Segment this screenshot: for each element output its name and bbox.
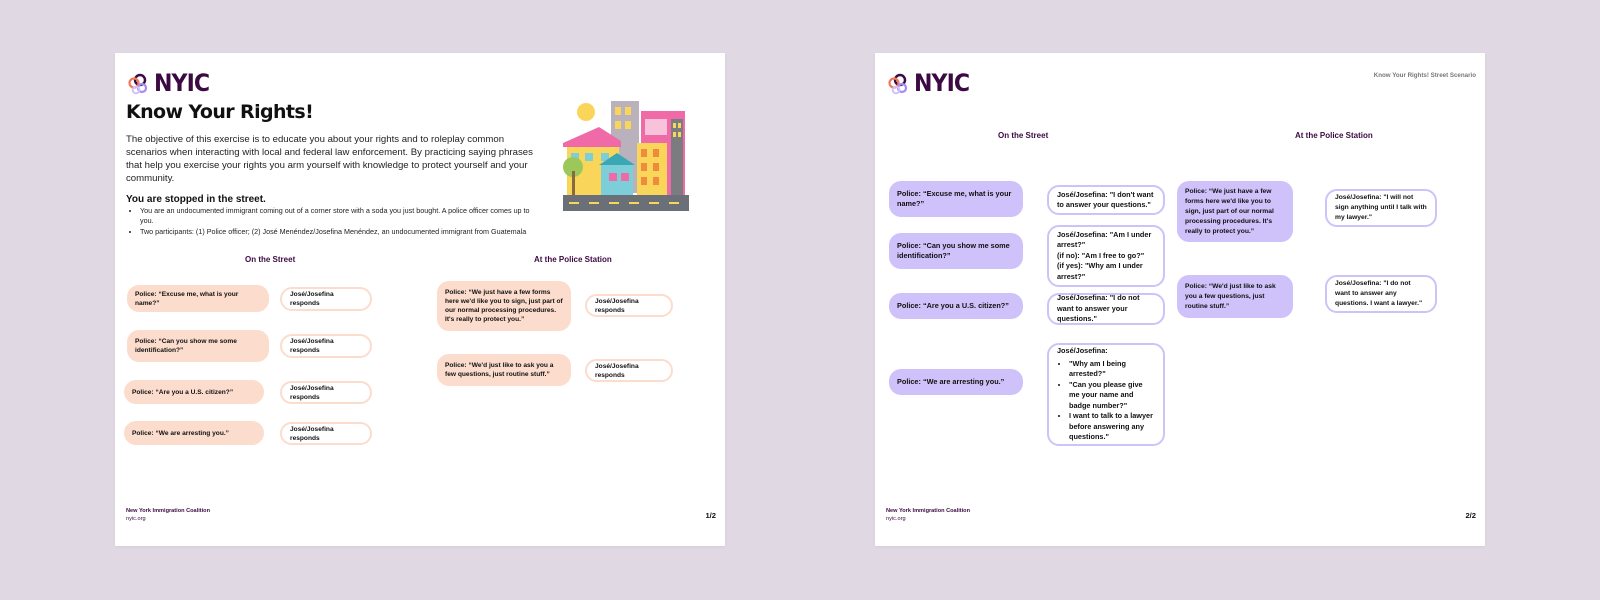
response-box: José/Josefina responds: [585, 359, 673, 382]
document-page-1: [115, 53, 725, 546]
response-line: José/Josefina: "Am I under arrest?": [1057, 229, 1152, 250]
list-item: • "Can you please give me your name and badge number?": [1069, 380, 1155, 412]
header-title: Know Your Rights! Street Scenario: [1373, 72, 1476, 79]
response-box: José/Josefina responds: [280, 381, 372, 404]
street-heading: On the Street: [998, 131, 1049, 140]
footer-org: New York Immigration Coalition: [886, 508, 971, 514]
footer-org: New York Immigration Coalition: [126, 508, 211, 514]
police-line: Police: “We are arresting you.”: [889, 369, 1023, 395]
nyic-logo-icon: [126, 71, 152, 97]
page-number: 1/2: [705, 511, 716, 520]
response-box: José/Josefina responds: [280, 334, 372, 358]
street-heading: On the Street: [245, 255, 296, 264]
response-line: (if yes): "Why am I under arrest?": [1057, 261, 1143, 281]
police-line: Police: “Can you show me some identification?”: [889, 233, 1023, 269]
response-box: José/Josefina: "I will not sign anything until I talk with my lawyer.": [1325, 189, 1437, 227]
scenario-heading: You are stopped in the street.: [126, 194, 266, 205]
nyic-logo-text: NYIC: [914, 69, 970, 97]
response-list: [1057, 359, 1155, 443]
city-buildings-illustration: [561, 101, 691, 213]
police-line: Police: “Excuse me, what is your name?”: [127, 285, 269, 312]
page-title: Know Your Rights!: [126, 101, 314, 123]
police-line: Police: “Are you a U.S. citizen?”: [889, 293, 1023, 319]
station-heading: At the Police Station: [534, 255, 612, 264]
nyic-logo-text: NYIC: [154, 69, 210, 97]
police-line: Police: “We'd just like to ask you a few questions, just routine stuff.”: [1177, 275, 1293, 318]
footer-url: nyic.org: [126, 516, 146, 522]
police-line: Police: “We just have a few forms here we'd like you to sign, just part of our normal processing procedures. It's really to protect you.”: [1177, 181, 1293, 242]
nyic-logo-icon: [886, 71, 912, 97]
response-box: José/Josefina: "I do not want to answer any questions. I want a lawyer.": [1325, 275, 1437, 313]
response-title: José/Josefina:: [1057, 346, 1108, 356]
police-line: Police: “We are arresting you.”: [124, 421, 264, 445]
police-line: Police: “Can you show me some identification?”: [127, 330, 269, 362]
scenario-bullets: [126, 206, 540, 238]
response-line: (if no): "Am I free to go?": [1057, 250, 1145, 260]
police-line: Police: “Excuse me, what is your name?”: [889, 181, 1023, 217]
response-box: José/Josefina responds: [585, 294, 673, 317]
response-box: José/Josefina responds: [280, 287, 372, 311]
police-line: Police: “We'd just like to ask you a few questions, just routine stuff.”: [437, 354, 571, 386]
intro-paragraph: The objective of this exercise is to educate you about your rights and to roleplay common scenarios when interacting with local and federal law enforcement. By practicing saying phrases that help you exercise your rights you arm yourself with knowledge to protect yourself and your community.: [126, 134, 533, 184]
police-line: Police: “We just have a few forms here we'd like you to sign, just part of our normal processing procedures. It's really to protect you.”: [437, 281, 571, 331]
response-box: José/Josefina responds: [280, 422, 372, 445]
response-box: José/Josefina: "I don't want to answer your questions.": [1047, 185, 1165, 215]
page-number: 2/2: [1465, 511, 1476, 520]
list-item: • You are an undocumented immigrant coming out of a corner store with a soda you just bought. A police officer comes up to you.: [140, 206, 540, 226]
list-item: • I want to talk to a lawyer before answering any questions.": [1069, 411, 1155, 443]
response-box: [1047, 225, 1165, 287]
station-heading: At the Police Station: [1295, 131, 1373, 140]
list-item: • Two participants: (1) Police officer; (2) José Menéndez/Josefina Menéndez, an undocumented immigrant from Guatemala: [140, 227, 540, 237]
response-box: José/Josefina: "I do not want to answer your questions.": [1047, 293, 1165, 325]
police-line: Police: “Are you a U.S. citizen?”: [124, 380, 264, 404]
list-item: • "Why am I being arrested?": [1069, 359, 1155, 380]
footer-url: nyic.org: [886, 516, 906, 522]
document-page-2: [875, 53, 1485, 546]
response-box: [1047, 343, 1165, 446]
